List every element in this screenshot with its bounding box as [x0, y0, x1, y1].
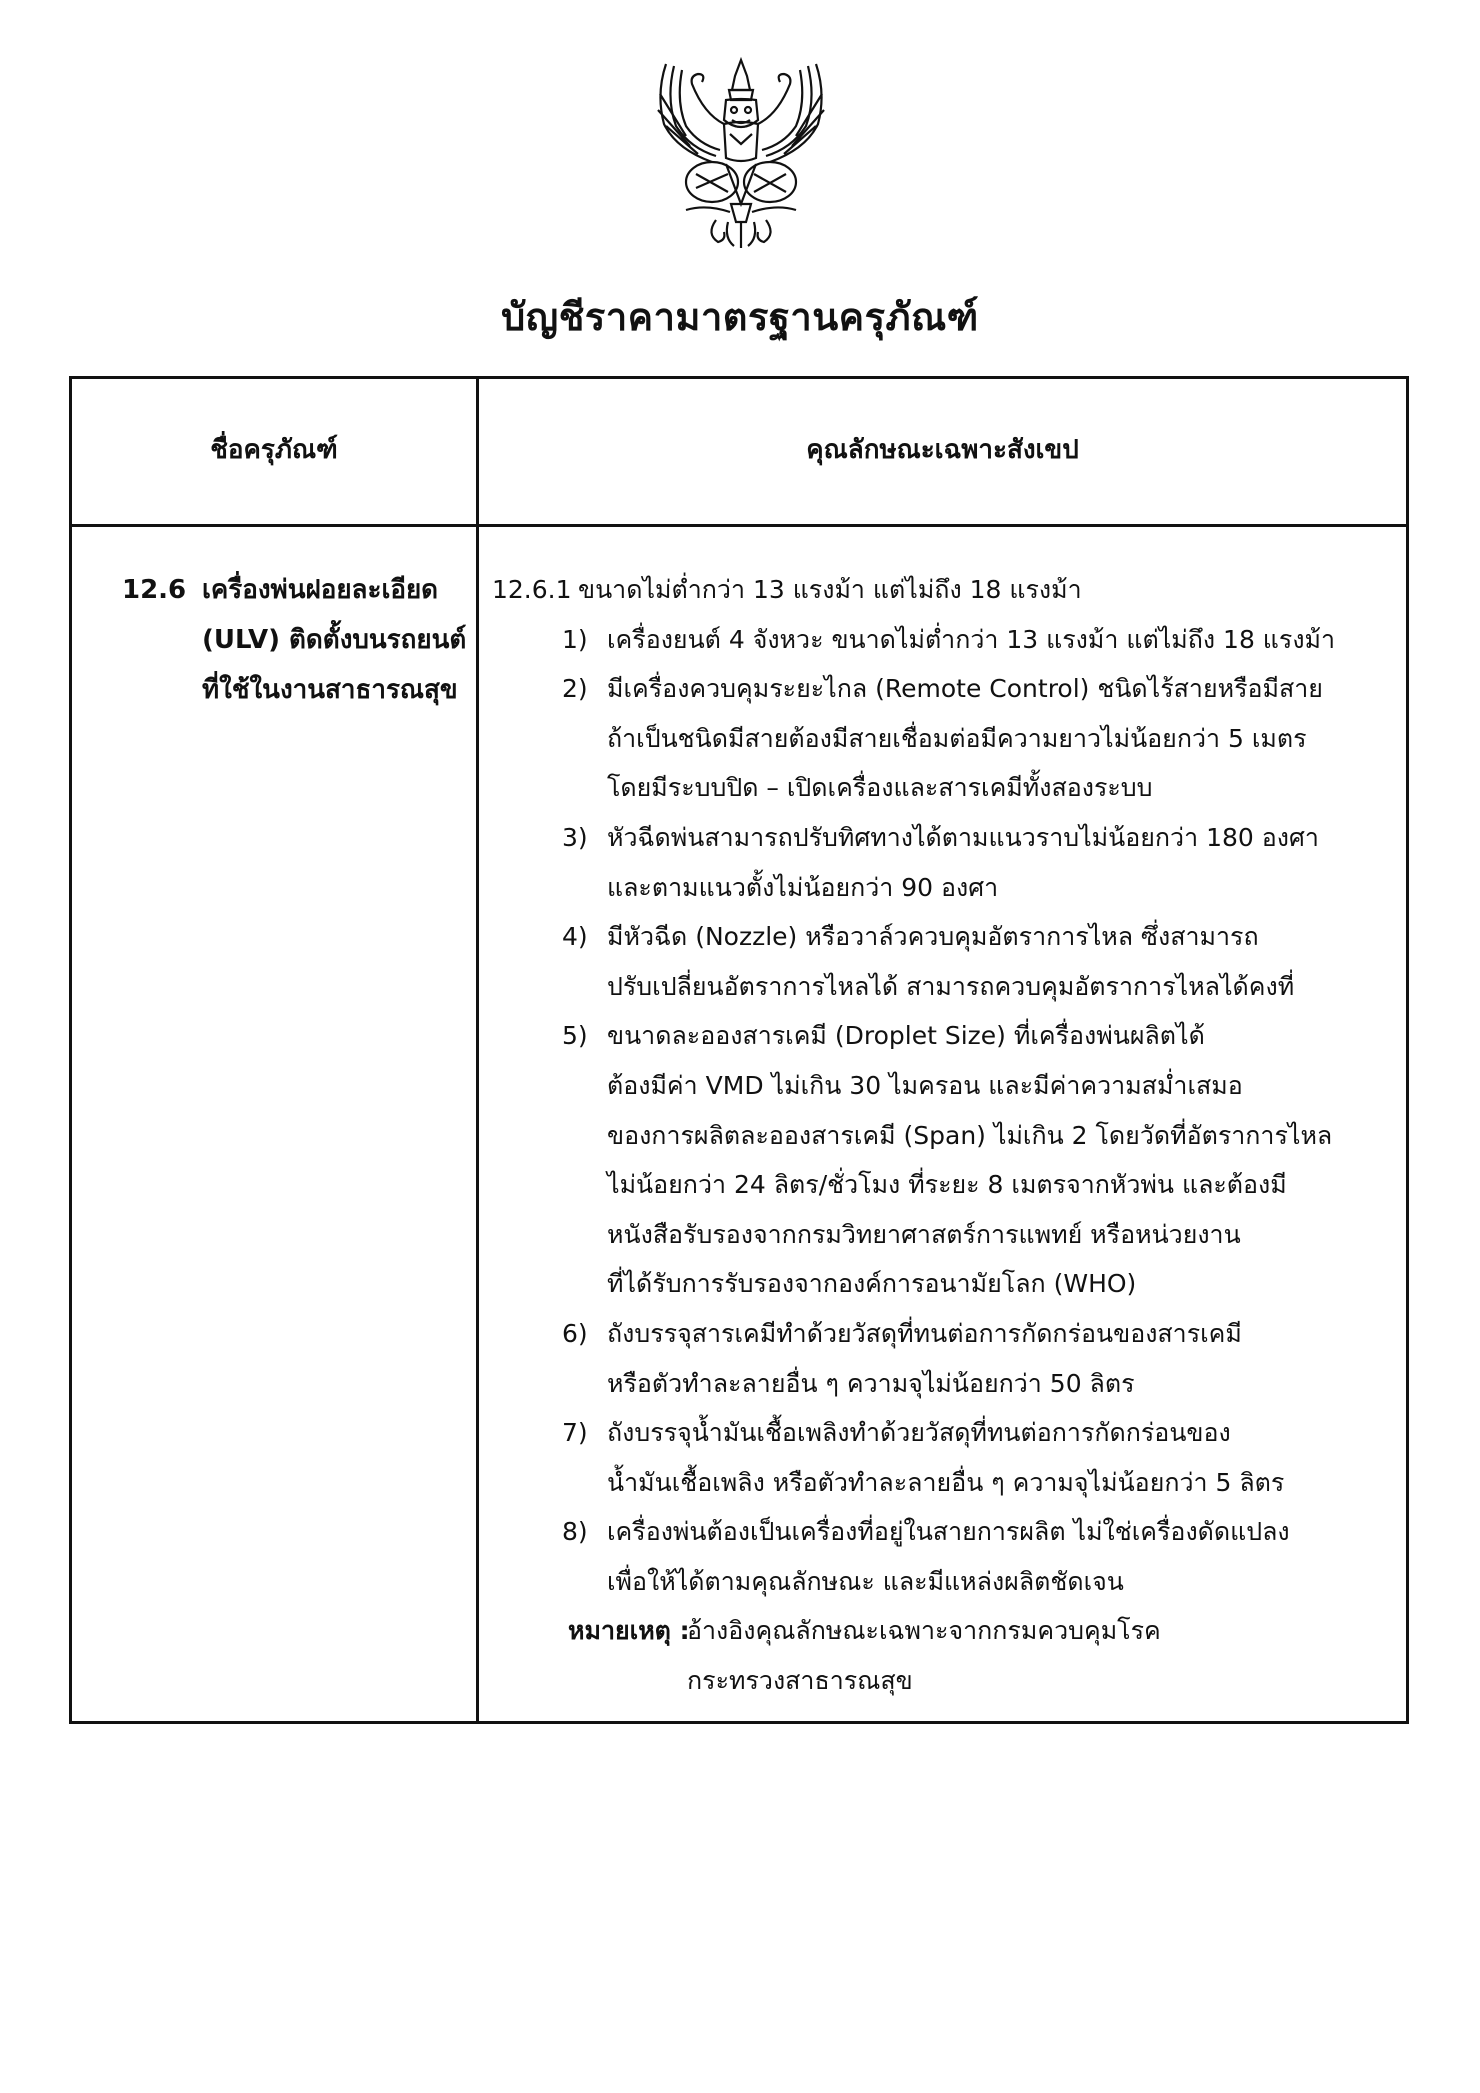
spec-item-text: ไม่น้อยกว่า 24 ลิตร/ชั่วโมง ที่ระยะ 8 เมตรจากหัวพ่น และต้องมี [607, 1170, 1287, 1200]
note-label: หมายเหตุ : [568, 1616, 690, 1646]
price-standard-table [69, 376, 1409, 1724]
spec-item-5-cont [492, 1061, 1396, 1111]
note-cont [492, 1656, 1396, 1706]
spec-item-text: ของการผลิตละอองสารเคมี (Span) ไม่เกิน 2 โดยวัดที่อัตราการไหล [607, 1120, 1333, 1150]
spec-item-text: โดยมีระบบปิด – เปิดเครื่องและสารเคมีทั้งสองระบบ [607, 773, 1153, 803]
column-header-specification: คุณลักษณะเฉพาะสังเขป [806, 435, 1079, 465]
spec-item-text: มีเครื่องควบคุมระยะไกล (Remote Control) ชนิดไร้สายหรือมีสาย [607, 674, 1323, 704]
spec-item-8 [492, 1507, 1396, 1557]
spec-item-number: 8) [562, 1517, 588, 1547]
spec-item-text: เครื่องยนต์ 4 จังหวะ ขนาดไม่ต่ำกว่า 13 แรงม้า แต่ไม่ถึง 18 แรงม้า [607, 624, 1336, 654]
spec-item-text: หัวฉีดพ่นสามารถปรับทิศทางได้ตามแนวราบไม่น้อยกว่า 180 องศา [607, 822, 1319, 852]
sub-item-heading [492, 565, 1396, 615]
spec-item-number: 4) [562, 922, 588, 952]
spec-item-5-cont [492, 1160, 1396, 1210]
spec-item-number: 2) [562, 674, 588, 704]
spec-item-7 [492, 1408, 1396, 1458]
sub-item-number: 12.6.1 [492, 575, 572, 604]
spec-item-4 [492, 912, 1396, 962]
spec-item-5-cont [492, 1210, 1396, 1260]
page-title: บัญชีราคามาตรฐานครุภัณฑ์ [501, 295, 979, 339]
spec-item-3-cont [492, 863, 1396, 913]
spec-item-5-cont [492, 1111, 1396, 1161]
note-text: อ้างอิงคุณลักษณะเฉพาะจากกรมควบคุมโรค [687, 1616, 1161, 1646]
item-number: 12.6 [122, 575, 187, 605]
spec-item-6 [492, 1309, 1396, 1359]
item-name [202, 565, 476, 715]
spec-item-text: ถังบรรจุสารเคมีทำด้วยวัสดุที่ทนต่อการกัดกร่อนของสารเคมี [607, 1318, 1242, 1348]
spec-item-text: ต้องมีค่า VMD ไม่เกิน 30 ไมครอน และมีค่าความสม่ำเสมอ [607, 1070, 1243, 1100]
column-divider [476, 379, 479, 1721]
item-name-line: ที่ใช้ในงานสาธารณสุข [202, 675, 458, 705]
spec-item-number: 6) [562, 1318, 588, 1348]
spec-item-5 [492, 1011, 1396, 1061]
spec-item-text: ถังบรรจุน้ำมันเชื้อเพลิงทำด้วยวัสดุที่ทนต่อการกัดกร่อนของ [607, 1418, 1231, 1448]
spec-item-number: 5) [562, 1021, 588, 1051]
spec-item-2-cont [492, 763, 1396, 813]
spec-item-text: และตามแนวตั้งไม่น้อยกว่า 90 องศา [607, 872, 999, 902]
spec-item-text: ถ้าเป็นชนิดมีสายต้องมีสายเชื่อมต่อมีความยาวไม่น้อยกว่า 5 เมตร [607, 723, 1307, 753]
spec-item-number: 7) [562, 1418, 588, 1448]
spec-item-number: 3) [562, 822, 588, 852]
spec-item-text: หรือตัวทำละลายอื่น ๆ ความจุไม่น้อยกว่า 50 ลิตร [607, 1368, 1135, 1398]
spec-item-text: ขนาดละอองสารเคมี (Droplet Size) ที่เครื่องพ่นผลิตได้ [607, 1021, 1205, 1051]
spec-item-text: น้ำมันเชื้อเพลิง หรือตัวทำละลายอื่น ๆ ความจุไม่น้อยกว่า 5 ลิตร [607, 1467, 1285, 1497]
spec-item-text: เครื่องพ่นต้องเป็นเครื่องที่อยู่ในสายการผลิต ไม่ใช่เครื่องดัดแปลง [607, 1517, 1290, 1547]
spec-item-4-cont [492, 962, 1396, 1012]
item-name-line: เครื่องพ่นฝอยละเอียด [202, 575, 439, 605]
garuda-emblem-icon [646, 54, 836, 250]
spec-item-2 [492, 664, 1396, 714]
spec-item-1 [492, 615, 1396, 665]
sub-item-title: ขนาดไม่ต่ำกว่า 13 แรงม้า แต่ไม่ถึง 18 แรงม้า [578, 575, 1082, 604]
specification-cell [492, 565, 1396, 1706]
item-name-line: (ULV) ติดตั้งบนรถยนต์ [202, 625, 467, 655]
spec-item-2-cont [492, 714, 1396, 764]
spec-item-8-cont [492, 1557, 1396, 1607]
spec-item-text: เพื่อให้ได้ตามคุณลักษณะ และมีแหล่งผลิตชัดเจน [607, 1566, 1124, 1596]
spec-item-text: หนังสือรับรองจากกรมวิทยาศาสตร์การแพทย์ หรือหน่วยงาน [607, 1219, 1241, 1249]
column-header-item-name: ชื่อครุภัณฑ์ [210, 435, 338, 465]
note [492, 1606, 1396, 1656]
spec-item-7-cont [492, 1458, 1396, 1508]
spec-item-text: ปรับเปลี่ยนอัตราการไหลได้ สามารถควบคุมอัตราการไหลได้คงที่ [607, 971, 1295, 1001]
spec-item-3 [492, 813, 1396, 863]
spec-item-text: ที่ได้รับการรับรองจากองค์การอนามัยโลก (WHO) [607, 1269, 1137, 1299]
header-divider [72, 524, 1406, 527]
spec-item-6-cont [492, 1359, 1396, 1409]
spec-item-text: มีหัวฉีด (Nozzle) หรือวาล์วควบคุมอัตราการไหล ซึ่งสามารถ [607, 922, 1259, 952]
note-text: กระทรวงสาธารณสุข [687, 1666, 913, 1696]
spec-item-5-cont [492, 1259, 1396, 1309]
spec-item-number: 1) [562, 624, 588, 654]
